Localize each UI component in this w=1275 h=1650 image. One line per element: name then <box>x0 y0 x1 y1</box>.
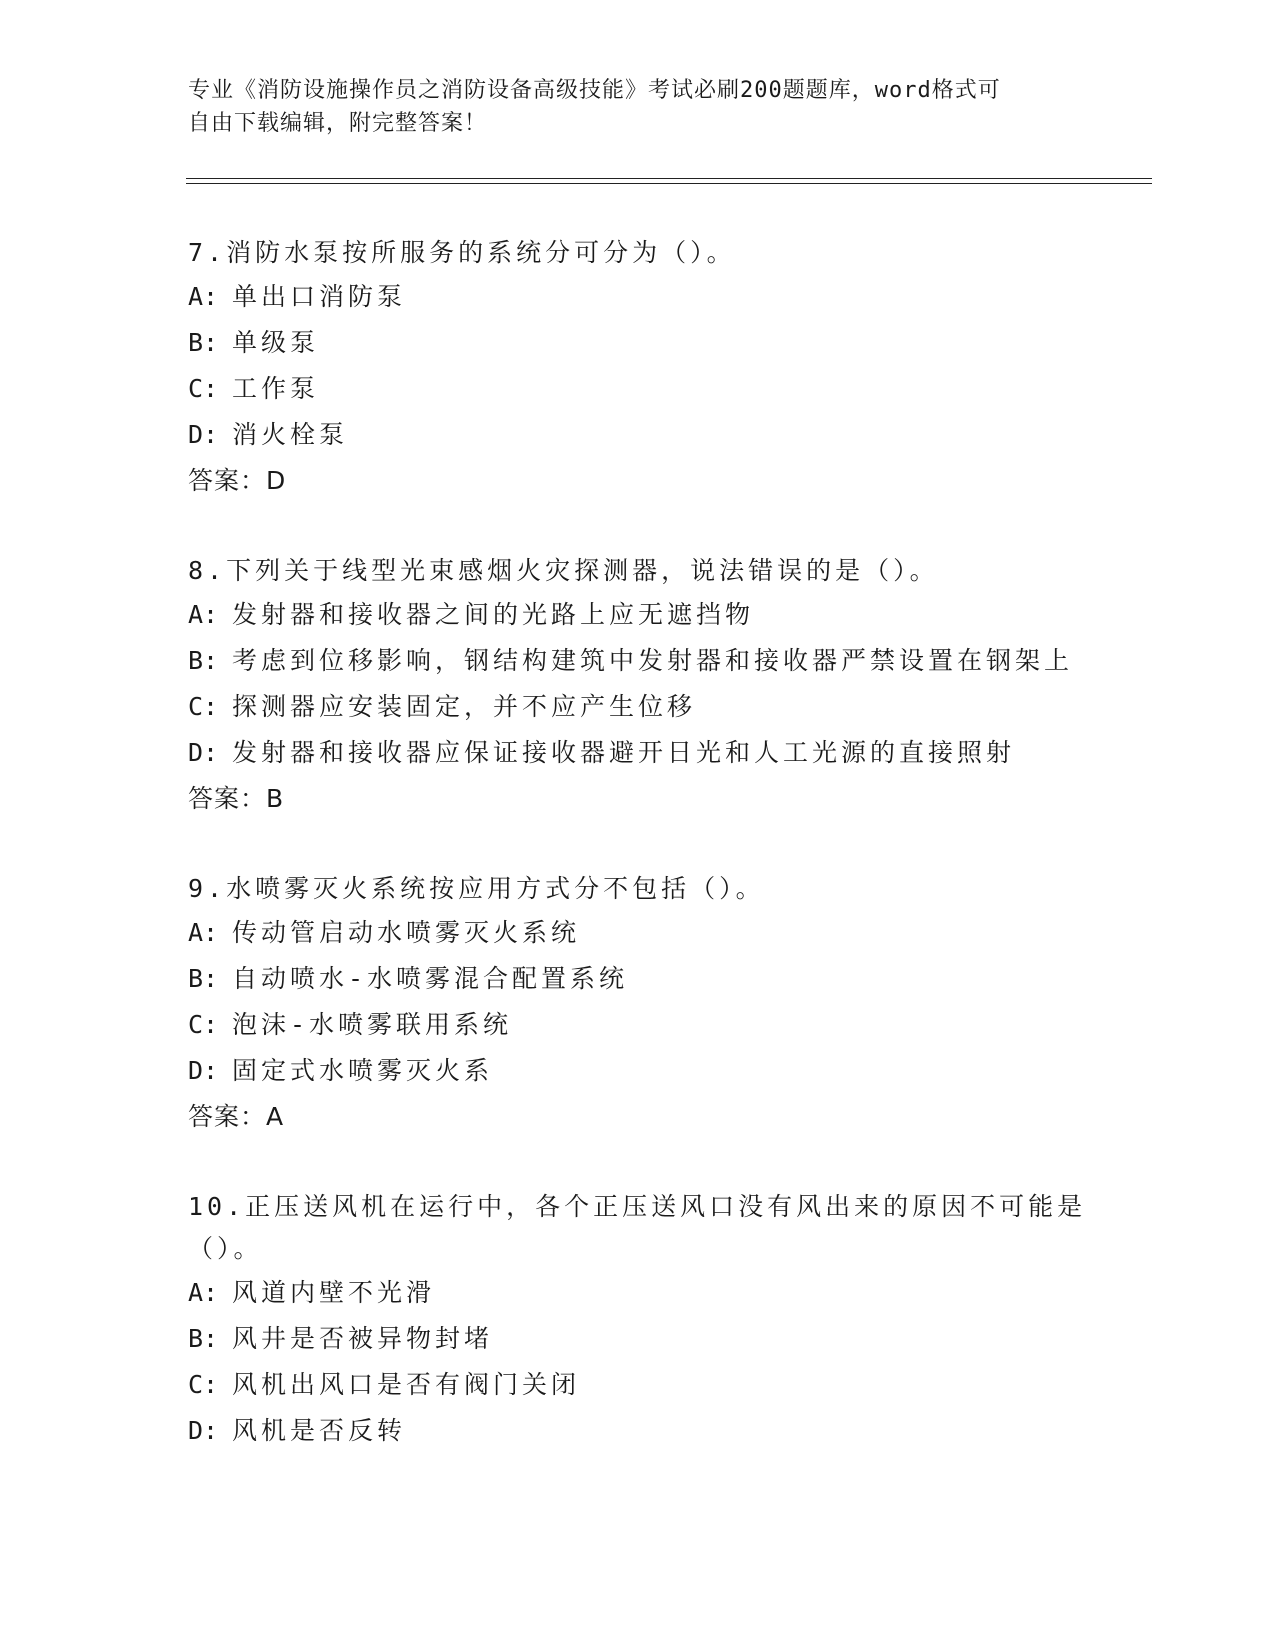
document-header <box>188 74 1088 140</box>
option-text: 消火栓泵 <box>232 420 349 449</box>
option-b <box>188 1316 1088 1362</box>
option-c <box>188 366 1088 412</box>
answer-line: 答案：B <box>188 784 285 813</box>
option-text: 传动管启动水喷雾灭火系统 <box>232 918 581 947</box>
option-letter: B: <box>188 328 219 357</box>
option-c <box>188 1002 1088 1048</box>
question-10 <box>188 1186 1088 1454</box>
option-d <box>188 1048 1088 1094</box>
answer-line: 答案：A <box>188 1102 285 1131</box>
option-letter: C: <box>188 374 219 403</box>
question-stem: 9.水喷雾灭火系统按应用方式分不包括（）。 <box>188 874 765 903</box>
question-9 <box>188 868 1088 1140</box>
option-text: 发射器和接收器应保证接收器避开日光和人工光源的直接照射 <box>232 738 1016 767</box>
option-letter: D: <box>188 1056 219 1085</box>
option-text: 工作泵 <box>232 374 320 403</box>
option-b <box>188 638 1088 684</box>
option-letter: D: <box>188 738 219 767</box>
option-text: 单出口消防泵 <box>232 282 407 311</box>
question-8 <box>188 550 1088 822</box>
option-a <box>188 592 1088 638</box>
option-letter: D: <box>188 1416 219 1445</box>
option-a <box>188 1270 1088 1316</box>
answer-line: 答案：D <box>188 466 287 495</box>
option-letter: D: <box>188 420 219 449</box>
question-stem: 7.消防水泵按所服务的系统分可分为（）。 <box>188 238 736 267</box>
question-stem-line-1: 10.正压送风机在运行中，各个正压送风口没有风出来的原因不可能是 <box>188 1192 1087 1221</box>
header-divider-bottom <box>186 183 1152 184</box>
question-7 <box>188 232 1088 504</box>
option-letter: C: <box>188 1370 219 1399</box>
option-letter: B: <box>188 646 219 675</box>
option-text: 风道内壁不光滑 <box>232 1278 436 1307</box>
option-d <box>188 730 1088 776</box>
question-stem: 8.下列关于线型光束感烟火灾探测器，说法错误的是（）。 <box>188 556 939 585</box>
option-c <box>188 684 1088 730</box>
option-text: 风机出风口是否有阀门关闭 <box>232 1370 581 1399</box>
option-letter: A: <box>188 1278 219 1307</box>
option-d <box>188 1408 1088 1454</box>
header-divider-top <box>186 178 1152 179</box>
header-line-2: 自由下载编辑，附完整答案！ <box>188 111 488 136</box>
option-d <box>188 412 1088 458</box>
option-letter: C: <box>188 692 219 721</box>
option-a <box>188 910 1088 956</box>
option-text: 探测器应安装固定，并不应产生位移 <box>232 692 697 721</box>
option-text: 固定式水喷雾灭火系 <box>232 1056 494 1085</box>
option-text: 考虑到位移影响，钢结构建筑中发射器和接收器严禁设置在钢架上 <box>232 646 1074 675</box>
option-text: 风井是否被异物封堵 <box>232 1324 494 1353</box>
option-letter: A: <box>188 282 219 311</box>
option-letter: C: <box>188 1010 219 1039</box>
option-letter: B: <box>188 964 219 993</box>
option-text: 发射器和接收器之间的光路上应无遮挡物 <box>232 600 755 629</box>
option-c <box>188 1362 1088 1408</box>
option-text: 泡沫-水喷雾联用系统 <box>232 1010 513 1039</box>
option-text: 风机是否反转 <box>232 1416 407 1445</box>
option-letter: A: <box>188 600 219 629</box>
option-text: 单级泵 <box>232 328 320 357</box>
question-stem-line-2: （）。 <box>188 1234 263 1263</box>
option-b <box>188 956 1088 1002</box>
option-letter: B: <box>188 1324 219 1353</box>
option-b <box>188 320 1088 366</box>
option-letter: A: <box>188 918 219 947</box>
option-text: 自动喷水-水喷雾混合配置系统 <box>232 964 629 993</box>
header-line-1: 专业《消防设施操作员之消防设备高级技能》考试必刷200题题库，word格式可 <box>188 78 1001 103</box>
option-a <box>188 274 1088 320</box>
